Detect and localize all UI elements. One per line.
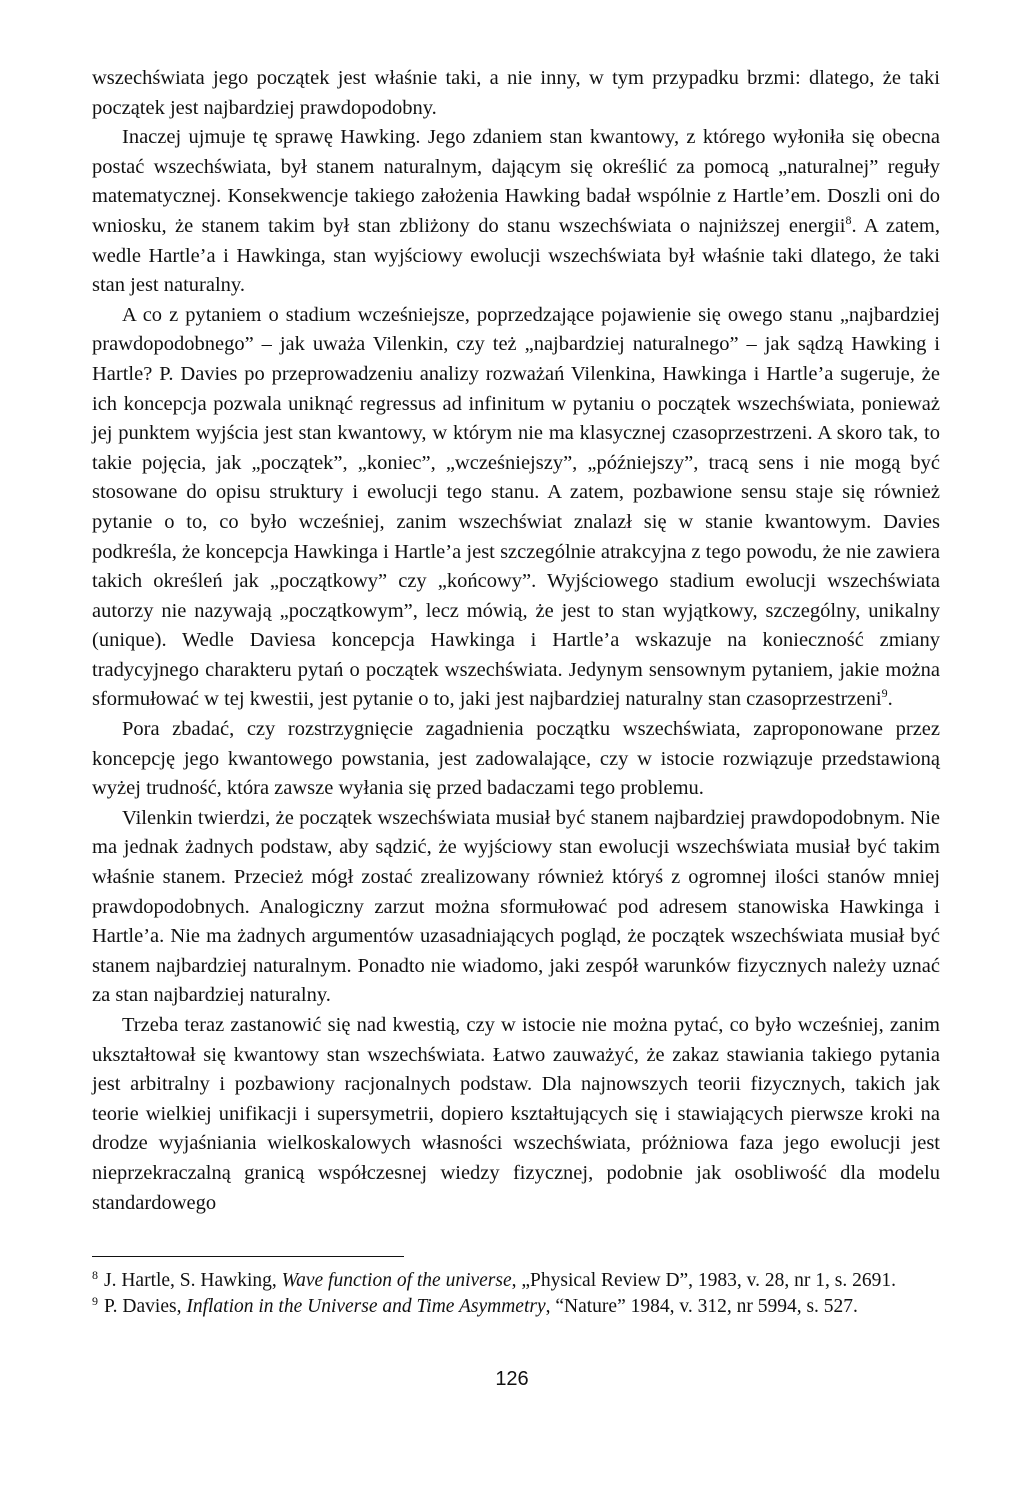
footnote-ref-9: 9 [881,686,888,701]
footnote-ref-8: 8 [845,213,852,228]
footnotes [92,1268,940,1319]
footnote-title: Wave function of the universe [281,1270,512,1291]
paragraph-1: wszechświata jego początek jest właśnie taki, a nie inny, w tym przypadku brzmi: dlatego, że taki początek jest najbardziej prawdopodobny. [92,67,940,119]
paragraph-5: Vilenkin twierdzi, że początek wszechświata musiał być stanem najbardziej prawdopodobnym. Nie ma jednak żadnych podstaw, aby sądzić, że wyjściowy stan ewolucji wszechświata musiał być takim właśnie stanem. Przecież mógł zostać zrealizowany również któryś z ogromnej ilości stanów mniej prawdopodobnych. Analogiczny zarzut można sformułować pod adresem stanowiska Hawkinga i Hartle’a. Nie ma żadnych argumentów uzasadniających pogląd, że początek wszechświata musiał być stanem najbardziej naturalnym. Ponadto nie wiadomo, jaki zespół warunków fizycznych należy uznać za stan najbardziej naturalny. [92,806,940,1007]
body-text [92,64,940,1218]
footnote-8: $^8$ J. Hartle, S. Hawking, Wave function of the universe, „Physical Review D”, 1983, v. 28, nr 1, s. 2691. [92,1267,896,1291]
footnote-separator [92,1256,404,1257]
footnote-9: $^9$ P. Davies, Inflation in the Universe and Time Asymmetry, “Nature” 1984, v. 312, nr 5994, s. 527. [92,1293,858,1317]
paragraph-3: A co z pytaniem o stadium wcześniejsze, poprzedzające pojawienie się owego stanu „najbardziej prawdopodobnego” – jak uważa Vilenkin, czy też „najbardziej naturalnego” – jak sądzą Hawking i Hartle? P. Davies po przeprowadzeniu analizy rozważań Vilenkina, Hawkinga i Hartle’a sugeruje, że ich koncepcja pozwala uniknąć regressus ad infinitum w pytaniu o początek wszechświata, ponieważ jej punktem wyjścia jest stan kwantowy, w którym nie ma klasycznej czasoprzestrzeni. A skoro tak, to takie pojęcia, jak „początek”, „koniec”, „wcześniejszy”, „późniejszy”, tracą sens i nie mogą być stosowane do opisu struktury i ewolucji tego stanu. A zatem, pozbawione sensu staje się również pytanie o to, co było wcześniej, zanim wszechświat znalazł się w stanie kwantowym. Davies podkreśla, że koncepcja Hawkinga i Hartle’a jest szczególnie atrakcyjna z tego powodu, że nie zawiera takich określeń jak „początkowy” czy „końcowy”. Wyjściowego stadium ewolucji wszechświata autorzy nie nazywają „początkowym”, lecz mówią, że jest to stan wyjątkowy, szczególny, unikalny (unique). Wedle Daviesa koncepcja Hawkinga i Hartle’a wskazuje na konieczność zmiany tradycyjnego charakteru pytań o początek wszechświata. Jedynym sensownym pytaniem, jakie można sformułować w tej kwestii, jest pytanie o to, jaki jest najbardziej naturalny stan czasoprzestrzeni$^9$. [92,303,940,711]
page-number: 126 [495,1368,529,1390]
footnote-title: Inflation in the Universe and Time Asymmetry [186,1296,546,1317]
paragraph-4: Pora zbadać, czy rozstrzygnięcie zagadnienia początku wszechświata, zaproponowane przez koncepcję jego kwantowego powstania, jest zadowalające, czy w istocie rozwiązuje przedstawioną wyżej trudność, która zawsze wyłania się przed badaczami tego problemu. [92,718,940,800]
paragraph-2: Inaczej ujmuje tę sprawę Hawking. Jego zdaniem stan kwantowy, z którego wyłoniła się obecna postać wszechświata, był stanem naturalnym, dającym się określić za pomocą „naturalnej” reguły matematycznej. Konsekwencje takiego założenia Hawking badał wspólnie z Hartle’em. Doszli oni do wniosku, że stanem takim był stan zbliżony do stanu wszechświata o najniższej energii$^8$. A zatem, wedle Hartle’a i Hawkinga, stan wyjściowy ewolucji wszechświata był właśnie taki dlatego, że taki stan jest naturalny. [92,126,940,297]
paragraph-6: Trzeba teraz zastanowić się nad kwestią, czy w istocie nie można pytać, co było wcześniej, zanim ukształtował się kwantowy stan wszechświata. Łatwo zauważyć, że zakaz stawiania takiego pytania jest arbitralny i pozbawiony racjonalnych podstaw. Dla najnowszych teorii fizycznych, takich jak teorie wielkiej unifikacji i supersymetrii, dopiero kształtujących się i stawiających pierwsze kroki na drodze wyjaśniania wielkoskalowych własności wszechświata, próżniowa faza jego ewolucji jest nieprzekraczalną granicą współczesnej wiedzy fizycznej, podobnie jak osobliwość dla modelu standardowego [92,1014,940,1214]
